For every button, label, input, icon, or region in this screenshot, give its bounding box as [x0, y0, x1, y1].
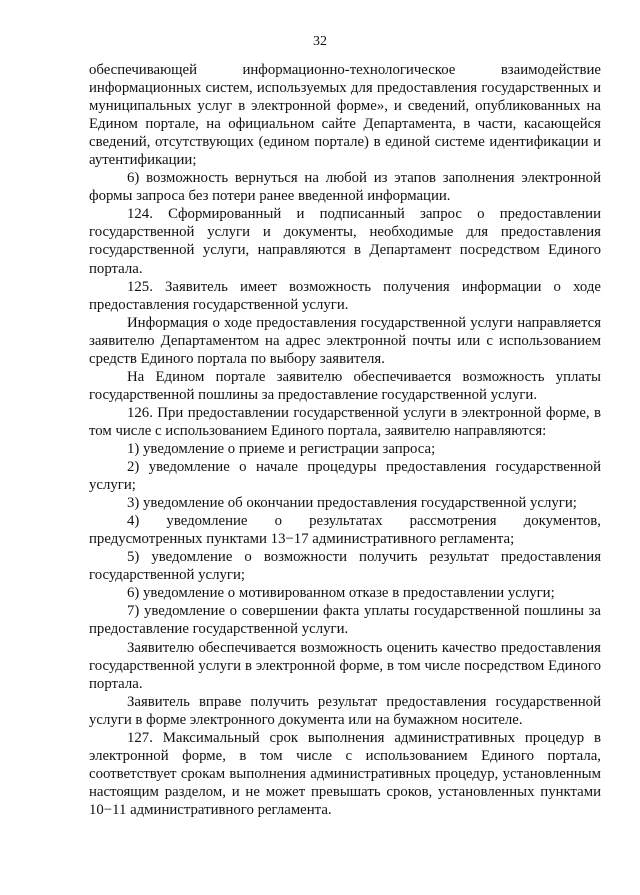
paragraph-126: 126. При предоставлении государственной услуги в электронной форме, в том числе с использованием Единого портала, заявителю направляются: [89, 404, 601, 439]
paragraph-125: 125. Заявитель имеет возможность получения информации о ходе предоставления государственной услуги. [89, 278, 601, 313]
paragraph-fee-payment: На Едином портале заявителю обеспечивается возможность уплаты государственной пошлины за предоставление государственной услуги. [89, 368, 601, 403]
document-body [89, 61, 601, 819]
notification-item-7: 7) уведомление о совершении факта уплаты государственной пошлины за предоставление государственной услуги. [89, 603, 601, 638]
list-item-6-return-to-step: 6) возможность вернуться на любой из этапов заполнения электронной формы запроса без потери ранее введенной информации. [89, 170, 601, 205]
paragraph-quality-rating: Заявителю обеспечивается возможность оценить качество предоставления государственной услуги в электронной форме, в том числе посредством Единого портала. [89, 639, 601, 692]
page-number: 32 [313, 34, 327, 49]
notification-item-6: 6) уведомление о мотивированном отказе в предоставлении услуги; [127, 585, 555, 602]
paragraph-127: 127. Максимальный срок выполнения административных процедур в электронной форме, в том числе с использованием Единого портала, соответствует срокам выполнения административных процедур, установленным настоящим разделом, и не может превышать сроков, установленных пунктами 10−11 административного регламента. [89, 729, 601, 818]
notification-item-4: 4) уведомление о результатах рассмотрения документов, предусмотренных пунктами 13−17 административного регламента; [89, 513, 601, 548]
notification-item-5: 5) уведомление о возможности получить результат предоставления государственной услуги; [89, 549, 601, 584]
notification-item-2: 2) уведомление о начале процедуры предоставления государственной услуги; [89, 459, 601, 494]
paragraph-continuation: обеспечивающей информационно-технологическое взаимодействие информационных систем, используемых для предоставления государственных и муниципальных услуг в электронной форме», и сведений, опубликованных на Едином портале, на официальном сайте Департамента, в части, касающейся сведений, отсутствующих (едином портале) в единой системе идентификации и аутентификации; [89, 62, 601, 169]
paragraph-information-progress: Информация о ходе предоставления государственной услуги направляется заявителю Департаментом на адрес электронной почты или с использованием средств Единого портала по выбору заявителя. [89, 314, 601, 367]
notification-item-3: 3) уведомление об окончании предоставления государственной услуги; [127, 495, 577, 512]
paragraph-result-format: Заявитель вправе получить результат предоставления государственной услуги в форме электронного документа или на бумажном носителе. [89, 693, 601, 728]
notification-item-1: 1) уведомление о приеме и регистрации запроса; [127, 440, 436, 457]
paragraph-124: 124. Сформированный и подписанный запрос о предоставлении государственной услуги и документы, необходимые для предоставления государственной услуги, направляются в Департамент посредством Единого портала. [89, 206, 601, 277]
